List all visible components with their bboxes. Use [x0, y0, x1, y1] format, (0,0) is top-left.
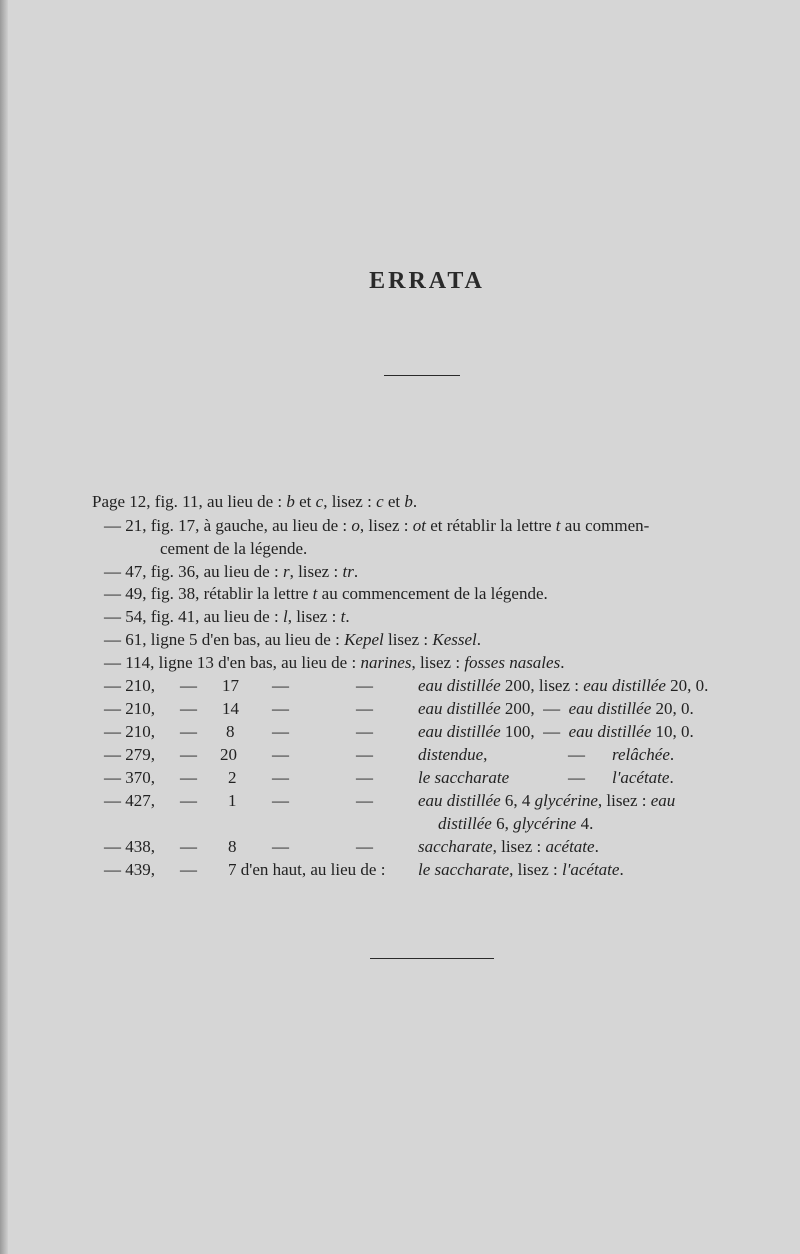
errata-entry: Page 12, fig. 11, au lieu de : b et c, lisez : c et b.	[92, 492, 418, 511]
errata-entry: — 61, ligne 5 d'en bas, au lieu de : Kepel lisez : Kessel.	[104, 630, 482, 649]
errata-entry-continuation: cement de la légende.	[160, 539, 308, 558]
errata-entry: — 439, — 7 d'en haut, au lieu de : le saccharate, lisez : l'acétate.	[104, 860, 624, 879]
errata-entry: — 210, — 17 — — eau distillée 200, lisez : eau distillée 20, 0.	[104, 676, 709, 695]
errata-entry: — 114, ligne 13 d'en bas, au lieu de : narines, lisez : fosses nasales.	[104, 653, 565, 672]
errata-entry: — 279, — 20 — — distendue, — relâchée.	[104, 745, 675, 764]
errata-entry: — 370, — 2 — — le saccharate — l'acétate.	[104, 768, 674, 787]
errata-entry: — 21, fig. 17, à gauche, au lieu de : o, lisez : ot et rétablir la lettre t au commen-	[104, 516, 650, 535]
errata-entry: — 210, — 14 — — eau distillée 200, — eau distillée 20, 0.	[104, 699, 694, 718]
errata-entry-continuation: distillée 6, glycérine 4.	[438, 814, 594, 833]
errata-entry: — 427, — 1 — — eau distillée 6, 4 glycérine, lisez : eau	[104, 791, 676, 810]
page-title: ERRATA	[369, 268, 485, 294]
errata-entry: — 49, fig. 38, rétablir la lettre t au commencement de la légende.	[104, 584, 548, 603]
errata-entry: — 210, — 8 — — eau distillée 100, — eau distillée 10, 0.	[104, 722, 694, 741]
title-rule	[384, 375, 460, 376]
errata-entry: — 438, — 8 — — saccharate, lisez : acétate.	[104, 837, 599, 856]
closing-rule	[370, 958, 494, 959]
errata-entry: — 47, fig. 36, au lieu de : r, lisez : tr.	[104, 562, 359, 581]
page-edge-shadow	[0, 0, 8, 1254]
errata-entry: — 54, fig. 41, au lieu de : l, lisez : t.	[104, 607, 350, 626]
